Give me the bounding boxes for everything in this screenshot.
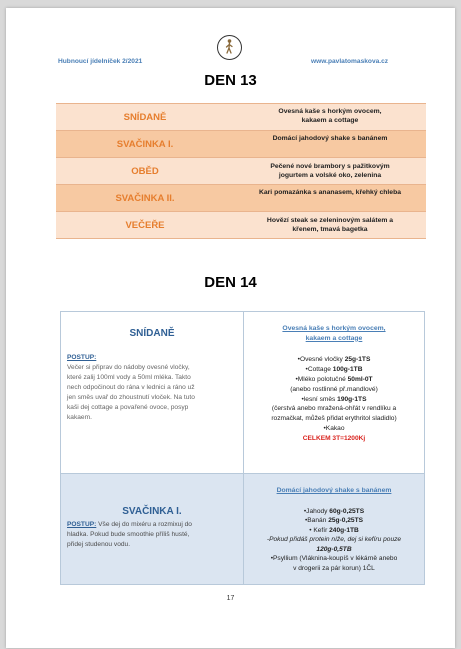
snack-row (61, 474, 424, 584)
breakfast-row (61, 312, 424, 474)
header-title: Hubnoucí jídelníček 2/2021 (58, 58, 143, 65)
snack-procedure-cell (61, 474, 244, 584)
day14-recipe-table (60, 311, 425, 585)
ingredient: (čerstvá anebo mražená-ohřát v rendlíku a (271, 405, 397, 413)
snack-recipe-title: Domácí jahodový shake s banánem (276, 487, 392, 494)
header-website: www.pavlatomaskova.cz (311, 58, 389, 65)
meal-row (56, 131, 426, 158)
ingredient: (anebo rostlinné př.mandlové) (290, 385, 378, 393)
ingredient: •Banán 25g-0,25TS (304, 517, 364, 525)
ingredient: •Psyllium (Vláknina-koupíš v lékárně anebo v drogerii za pár korun) 1ČL (270, 555, 398, 572)
meal-description: Hovězí steak se zeleninovým salátem a křenem, tmavá bagetka (266, 216, 394, 233)
ingredient: rozmačkat, můžeš přidat erythritol sladidlo) (271, 415, 397, 423)
protein-note: -Pokud přidáš protein níže, dej si kefíru pouze 120g-0,5TB (266, 536, 402, 553)
meal-description: Domácí jahodový shake s banánem (272, 135, 388, 142)
snack-procedure: POSTUP: Vše dej do mixéru a rozmixuj do hladka. Pokud bude smoothie příliš husté, přidej studenou vodu. (67, 521, 192, 549)
document-page (6, 8, 455, 648)
meal-name: SVAČINKA II. (115, 192, 175, 204)
ingredient: • Kefír 240g-1TB (309, 526, 359, 534)
snack-ingredients-cell (244, 474, 424, 584)
meal-description: Ovesná kaše s horkým ovocem, kakaem a cottage (278, 108, 382, 125)
breakfast-procedure-cell (61, 312, 244, 473)
running-woman-logo-icon (217, 35, 242, 60)
day13-meal-table (56, 103, 426, 239)
ingredient: •lesní směs 190g-1TS (301, 395, 367, 403)
breakfast-recipe-title: Ovesná kaše s horkým ovocem, kakaem a cottage (282, 325, 386, 342)
breakfast-heading: SNÍDANĚ (129, 328, 175, 339)
meal-name: OBĚD (131, 165, 159, 177)
day13-title: DEN 13 (204, 72, 257, 89)
ingredient: •Kakao (323, 425, 345, 433)
ingredient: •Cottage 100g-1TB (305, 365, 363, 373)
day14-title: DEN 14 (204, 274, 257, 291)
ingredient: •Ovesné vločky 25g-1TS (297, 356, 371, 364)
breakfast-procedure: POSTUP: Večer si připrav do nádoby ovesné vločky, které zalij 100ml vody a 50ml mléka. Takto nech odpočinout do rána v lednici a ráno už jen směs uvař do zhoustnutí vloček. Na tuto kaši dej cottage a povařené ovoce, posyp kakaem. (67, 354, 195, 422)
meal-row (56, 185, 426, 212)
meal-name: SVAČINKA I. (116, 138, 174, 150)
page-number: 17 (226, 595, 235, 602)
ingredient: •Mléko polotučné 50ml-0T (295, 375, 373, 383)
snack-ingredient-list (248, 507, 420, 574)
ingredient: •Jahody 60g-0,25TS (303, 507, 365, 515)
meal-name: VEČEŘE (125, 219, 165, 231)
energy-total: CELKEM 3T=1200Kj (302, 435, 366, 443)
breakfast-ingredients-cell (244, 312, 424, 473)
meal-row (56, 158, 426, 185)
meal-row (56, 212, 426, 239)
meal-description: Pečené nové brambory s pažitkovým jogurtem a volské oko, zelenina (270, 162, 390, 179)
meal-row (56, 104, 426, 131)
meal-description: Kari pomazánka s ananasem, křehký chleba (258, 189, 402, 196)
snack-heading: SVAČINKA I. (122, 506, 182, 517)
breakfast-ingredient-list (248, 355, 420, 444)
meal-name: SNÍDANĚ (123, 111, 167, 123)
